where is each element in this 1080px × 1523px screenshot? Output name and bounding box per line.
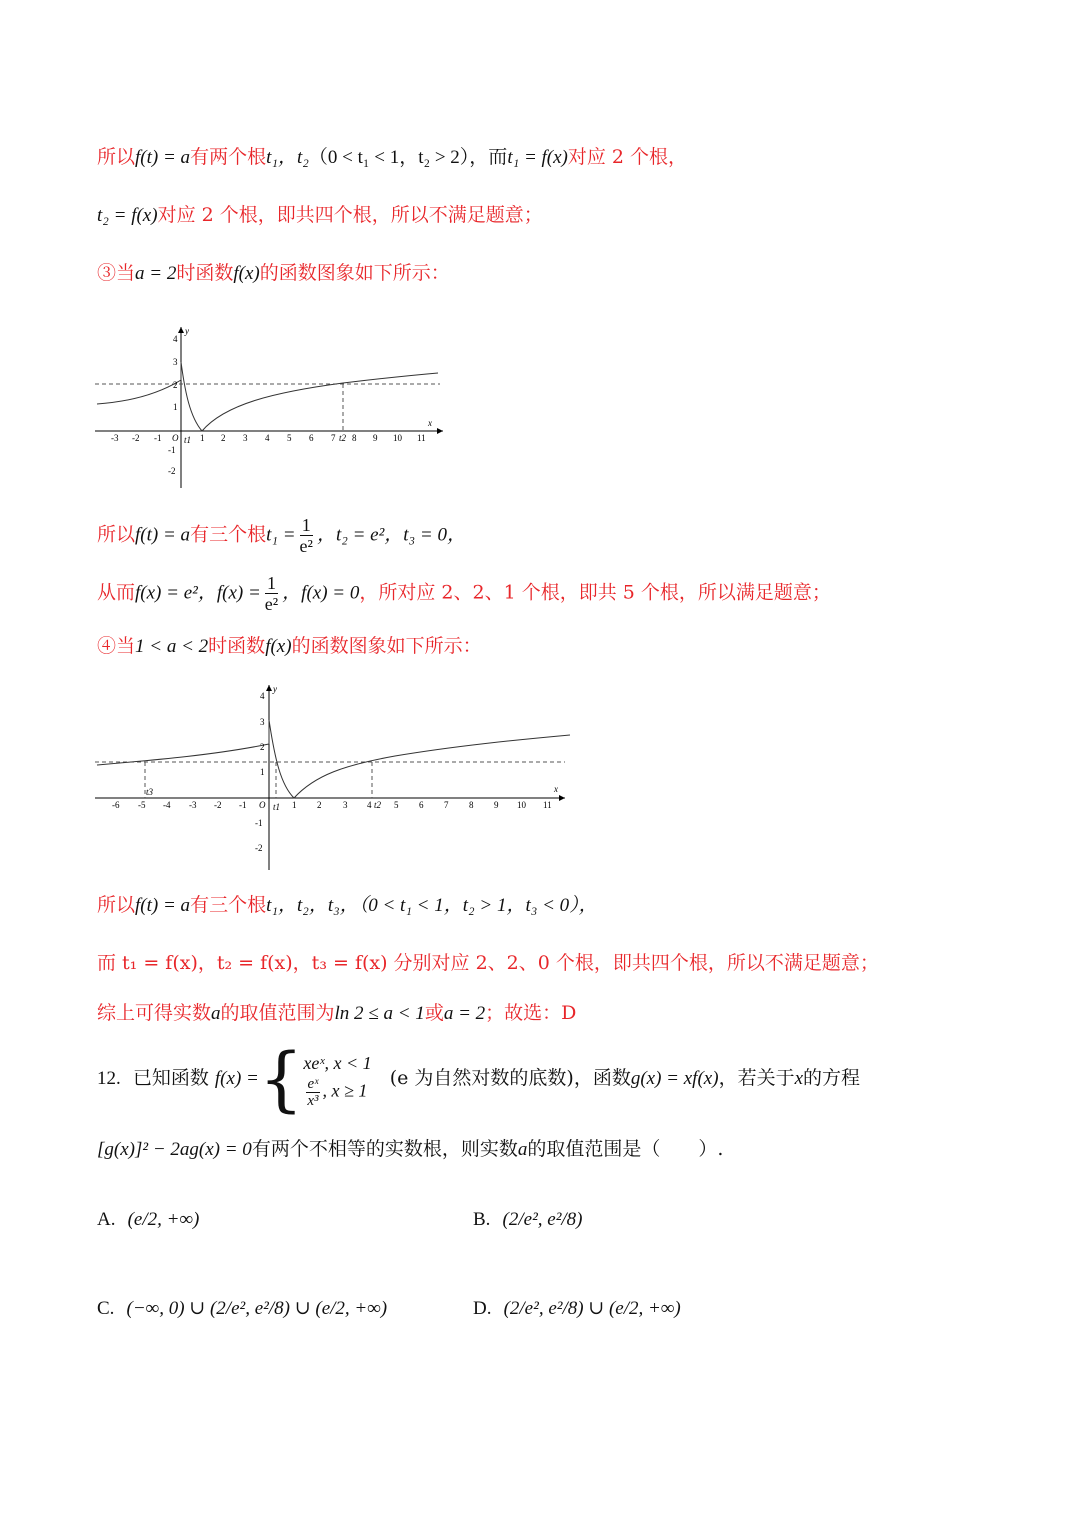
y-axis-label: y: [273, 684, 277, 694]
x-tick: 4: [367, 800, 372, 810]
origin-label: O: [172, 433, 179, 443]
x-tick: 3: [243, 433, 248, 443]
y-tick: 2: [260, 742, 265, 752]
x-tick: 9: [373, 433, 378, 443]
case3-heading: ③当a = 2时函数f(x)的函数图象如下所示：: [97, 262, 450, 284]
option-c[interactable]: C. (−∞, 0) ∪ (2/e², e²/8) ∪ (e/2, +∞): [97, 1298, 388, 1319]
y-tick: 3: [173, 357, 178, 367]
graph-a-between-1-and-2: [95, 680, 575, 872]
x-tick: 2: [221, 433, 226, 443]
x-tick: 8: [469, 800, 474, 810]
t1-label: t1: [273, 802, 281, 812]
y-tick: -2: [168, 466, 176, 476]
y-tick: 4: [260, 691, 265, 701]
question-12-line2: [g(x)]² − 2ag(x) = 0有两个不相等的实数根，则实数a的取值范围是（ ）.: [97, 1138, 724, 1160]
x-axis-label: x: [554, 784, 558, 794]
x-tick: -2: [132, 433, 140, 443]
x-tick: 4: [265, 433, 270, 443]
x-tick: 6: [309, 433, 314, 443]
x-tick: 11: [417, 433, 426, 443]
para3: 所以f(t) = a有三个根t₁ = $\frac{1}{\text{e²}}$ ，t₂ = e²，t₃ = 0，: [97, 515, 466, 556]
para1: 所以f(t) = a有两个根t₁，t₂（0 < t₁ < 1，t₂ > 2），而t₁ = f(x)对应 2 个根，: [97, 146, 688, 168]
x-tick: -5: [138, 800, 146, 810]
x-tick: -1: [154, 433, 162, 443]
x-tick: -3: [111, 433, 119, 443]
x-tick: -3: [189, 800, 197, 810]
x-tick: -4: [163, 800, 171, 810]
option-b[interactable]: B. (2/e², e²/8): [473, 1209, 583, 1230]
x-tick: 1: [292, 800, 297, 810]
t1-label: t1: [184, 435, 192, 445]
para2: t₂ = f(x)对应 2 个根，即共四个根，所以不满足题意；: [97, 204, 543, 226]
para5: 所以f(t) = a有三个根t₁，t₂，t₃，（0 < t₁ < 1，t₂ > 1，t₃ < 0），: [97, 894, 598, 916]
y-axis-label: y: [185, 326, 189, 336]
y-tick: 2: [173, 380, 178, 390]
y-tick: -1: [255, 818, 263, 828]
x-tick: 1: [200, 433, 205, 443]
t3-label: t3: [146, 787, 154, 797]
x-tick: 2: [317, 800, 322, 810]
para7-conclusion: 综上可得实数a的取值范围为ln 2 ≤ a < 1或a = 2；故选：D: [97, 1002, 577, 1024]
x-tick: -6: [112, 800, 120, 810]
origin-label: O: [259, 800, 266, 810]
x-tick: 7: [331, 433, 336, 443]
x-tick: 5: [394, 800, 399, 810]
t2-label: t2: [374, 800, 382, 810]
x-tick: 10: [393, 433, 402, 443]
case4-heading: ④当1 < a < 2时函数f(x)的函数图象如下所示：: [97, 635, 482, 657]
y-tick: 1: [260, 767, 265, 777]
option-d[interactable]: D. (2/e², e²/8) ∪ (e/2, +∞): [473, 1298, 681, 1319]
y-tick: -1: [168, 445, 176, 455]
x-tick: 3: [343, 800, 348, 810]
x-tick: -2: [214, 800, 222, 810]
y-tick: 1: [173, 402, 178, 412]
question-12: 12. 已知函数 f(x) ={ xeˣ, x < 1 $\frac{\text{eˣ}}{\text{x³}}$ , x ≥ 1 (e 为自然对数的底数)，函数g(x) = xf(x)，若关于x的方程: [97, 1038, 861, 1120]
x-tick: -1: [239, 800, 247, 810]
para6: 而 t₁ = f(x)，t₂ = f(x)，t₃ = f(x) 分别对应 2、2、0 个根，即共四个根，所以不满足题意；: [97, 952, 879, 974]
x-tick: 11: [543, 800, 552, 810]
graph-a-equals-2: [95, 322, 445, 492]
x-tick: 6: [419, 800, 424, 810]
y-tick: 3: [260, 717, 265, 727]
x-tick: 10: [517, 800, 526, 810]
t2-label: t2: [339, 433, 347, 443]
x-tick: 7: [444, 800, 449, 810]
para4: 从而f(x) = e²，f(x) = $\frac{1}{\text{e²}}$ ，f(x) = 0，所对应 2、2、1 个根，即共 5 个根，所以满足题意；: [97, 573, 831, 614]
x-tick: 5: [287, 433, 292, 443]
option-a[interactable]: A. (e/2, +∞): [97, 1209, 200, 1230]
x-tick: 8: [352, 433, 357, 443]
y-tick: -2: [255, 843, 263, 853]
x-tick: 9: [494, 800, 499, 810]
x-axis-label: x: [428, 418, 432, 428]
y-tick: 4: [173, 334, 178, 344]
